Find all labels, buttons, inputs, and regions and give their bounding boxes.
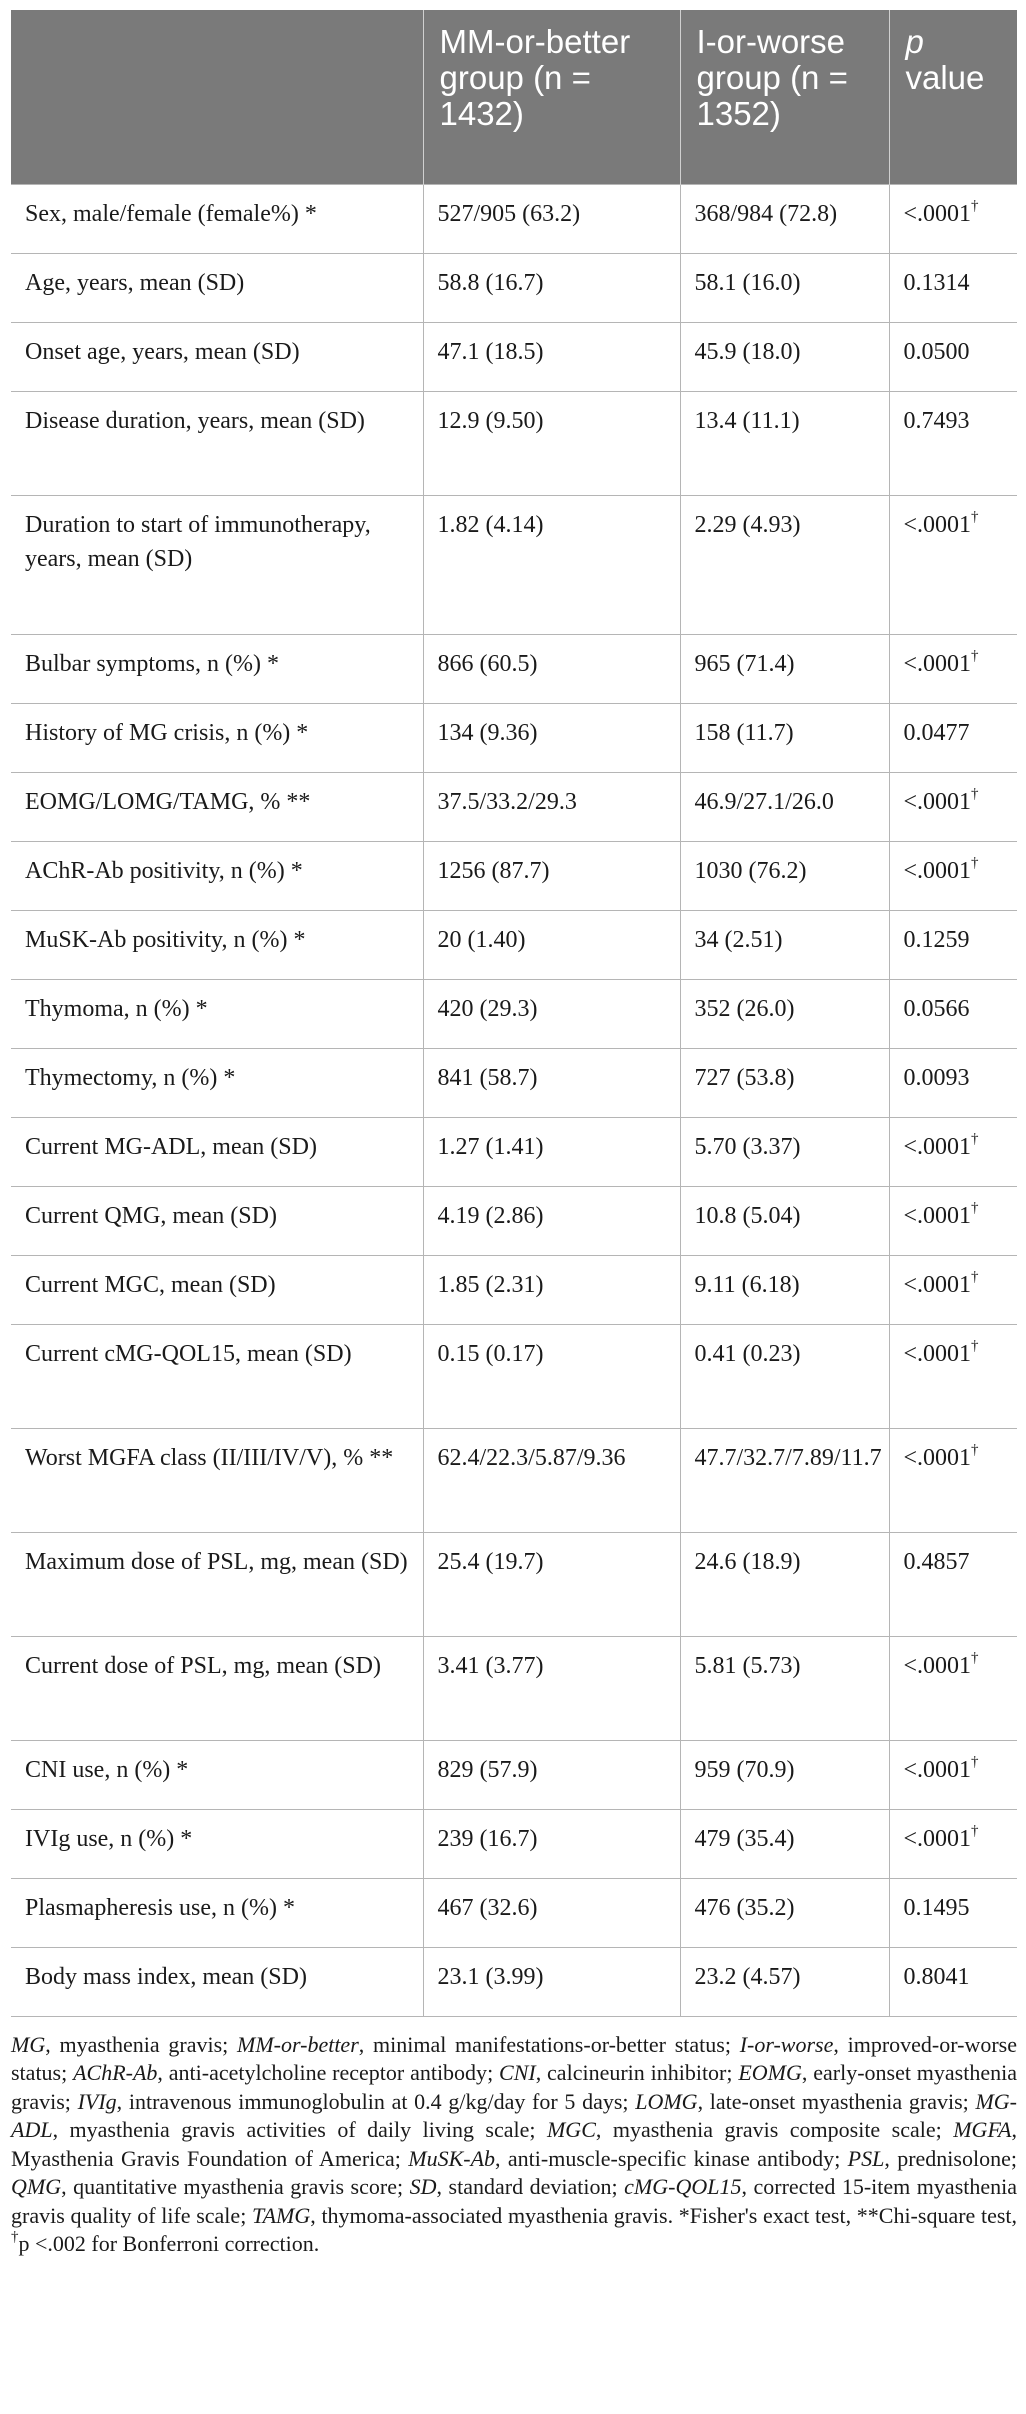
p-value — [889, 1428, 1017, 1532]
p-value — [889, 1809, 1017, 1878]
p-value-text: 0.0093 — [903, 1064, 970, 1091]
p-value-text: 0.0500 — [903, 338, 970, 365]
table-row — [11, 1255, 1017, 1324]
p-value-text: 0.1259 — [903, 926, 970, 953]
p-value — [889, 1186, 1017, 1255]
abbreviation-term: MM-or-better — [237, 2031, 359, 2057]
table-body — [11, 184, 1017, 2016]
row-label: MuSK-Ab positivity, n (%) * — [11, 910, 423, 979]
i-or-worse-value: 158 (11.7) — [680, 703, 889, 772]
table-row — [11, 772, 1017, 841]
p-value-text: 0.1495 — [903, 1894, 970, 1921]
abbreviation-term: CNI — [499, 2060, 536, 2085]
row-label: Current dose of PSL, mg, mean (SD) — [11, 1636, 423, 1740]
table-row — [11, 1048, 1017, 1117]
p-value-text: <.0001 — [903, 1825, 972, 1852]
p-value-text: <.0001 — [903, 1756, 972, 1783]
abbreviation-term: I-or-worse — [739, 2031, 834, 2057]
table-footnote: MG, myasthenia gravis; MM-or-better, minimal manifestations-or-better status; I-or-worse, improved-or-worse status; AChR-Ab, anti-acetylcholine receptor antibody; CNI, calcineurin inhibitor; EOMG, early-onset myasthenia gravis; IVIg, intravenous immunoglobulin at 0.4 g/kg/day for 5 days; LOMG, late-onset myasthenia gravis; MG-ADL, myasthenia gravis activities of daily living scale; MGC, myasthenia gravis composite scale; MGFA, Myasthenia Gravis Foundation of America; MuSK-Ab, anti-muscle-specific kinase antibody; PSL, prednisolone; QMG, quantitative myasthenia gravis score; SD, standard deviation; cMG-QOL15, corrected 15-item myasthenia gravis quality of life scale; TAMG, thymoma-associated myasthenia gravis. *Fisher's exact test, **Chi-square test, †p <.002 for Bonferroni correction. — [11, 2031, 1018, 2256]
mm-or-better-value: 841 (58.7) — [423, 1048, 680, 1117]
abbreviation-term: MuSK-Ab — [408, 2145, 496, 2171]
row-label: EOMG/LOMG/TAMG, % ** — [11, 772, 423, 841]
p-value-text: <.0001 — [903, 1340, 972, 1367]
i-or-worse-value: 965 (71.4) — [680, 634, 889, 703]
mm-or-better-value: 1256 (87.7) — [423, 841, 680, 910]
bonferroni-dagger-mark: † — [971, 1199, 979, 1216]
row-label: Bulbar symptoms, n (%) * — [11, 634, 423, 703]
row-label: Thymoma, n (%) * — [11, 979, 423, 1048]
bonferroni-dagger-mark: † — [971, 854, 979, 871]
p-value-text: 0.0477 — [903, 719, 970, 746]
header-p-rest: value — [905, 59, 985, 96]
mm-or-better-value: 23.1 (3.99) — [423, 1947, 680, 2016]
p-value-text: 0.1314 — [903, 269, 970, 296]
bonferroni-dagger-mark: † — [971, 508, 979, 525]
p-value — [889, 979, 1017, 1048]
p-value — [889, 841, 1017, 910]
p-value — [889, 1324, 1017, 1428]
abbreviation-definition: anti-muscle-specific kinase antibody — [507, 2145, 835, 2171]
mm-or-better-value: 420 (29.3) — [423, 979, 680, 1048]
table-row — [11, 1947, 1017, 2016]
mm-or-better-value: 1.85 (2.31) — [423, 1255, 680, 1324]
table-row — [11, 1428, 1017, 1532]
table-row — [11, 1809, 1017, 1878]
abbreviation-definition: corrected 15-item myasthenia gravis quality of life scale — [11, 2174, 1018, 2228]
table-row — [11, 1324, 1017, 1428]
i-or-worse-value: 352 (26.0) — [680, 979, 889, 1048]
abbreviation-definition: improved-or-worse status — [11, 2031, 1017, 2085]
bonferroni-dagger-mark: † — [971, 1337, 979, 1354]
p-value — [889, 1636, 1017, 1740]
table-row — [11, 322, 1017, 391]
p-value-text: <.0001 — [903, 650, 972, 677]
p-value — [889, 184, 1017, 253]
mm-or-better-value: 37.5/33.2/29.3 — [423, 772, 680, 841]
p-value-text: 0.8041 — [903, 1963, 970, 1990]
mm-or-better-value: 4.19 (2.86) — [423, 1186, 680, 1255]
table-row — [11, 253, 1017, 322]
p-value — [889, 634, 1017, 703]
header-label-column — [11, 10, 423, 184]
abbreviation-term: MGC — [546, 2117, 596, 2142]
mm-or-better-value: 829 (57.9) — [423, 1740, 680, 1809]
mm-or-better-value: 866 (60.5) — [423, 634, 680, 703]
p-value — [889, 1255, 1017, 1324]
p-value-text: <.0001 — [903, 1133, 972, 1160]
table-row — [11, 703, 1017, 772]
p-value — [889, 495, 1017, 634]
header-p-italic: p — [905, 23, 924, 60]
p-value — [889, 910, 1017, 979]
p-value — [889, 703, 1017, 772]
mm-or-better-value: 58.8 (16.7) — [423, 253, 680, 322]
abbreviation-definition: anti-acetylcholine receptor antibody — [168, 2060, 488, 2085]
row-label: Body mass index, mean (SD) — [11, 1947, 423, 2016]
table-row — [11, 979, 1017, 1048]
row-label: Disease duration, years, mean (SD) — [11, 391, 423, 495]
bonferroni-dagger-mark: † — [971, 197, 979, 214]
abbreviation-term: SD — [409, 2174, 437, 2199]
p-value-text: <.0001 — [903, 1271, 972, 1298]
p-value-text: <.0001 — [903, 200, 972, 227]
characteristics-table — [11, 10, 1017, 2017]
row-label: Worst MGFA class (II/III/IV/V), % ** — [11, 1428, 423, 1532]
abbreviation-definition: prednisolone — [897, 2145, 1011, 2171]
abbreviation-term: MG-ADL — [11, 2088, 1017, 2142]
abbreviation-term: QMG — [11, 2174, 62, 2199]
i-or-worse-value: 13.4 (11.1) — [680, 391, 889, 495]
i-or-worse-value: 47.7/32.7/7.89/11.7 — [680, 1428, 889, 1532]
abbreviation-term: PSL — [847, 2145, 885, 2171]
abbreviation-definition: early-onset myasthenia gravis — [11, 2060, 1017, 2114]
row-label: History of MG crisis, n (%) * — [11, 703, 423, 772]
abbreviation-definition: Myasthenia Gravis Foundation of America — [11, 2145, 395, 2171]
i-or-worse-value: 46.9/27.1/26.0 — [680, 772, 889, 841]
i-or-worse-value: 368/984 (72.8) — [680, 184, 889, 253]
table-row — [11, 841, 1017, 910]
row-label: CNI use, n (%) * — [11, 1740, 423, 1809]
row-label: Onset age, years, mean (SD) — [11, 322, 423, 391]
p-value — [889, 1117, 1017, 1186]
bonferroni-note: p <.002 for Bonferroni correction. — [18, 2231, 320, 2256]
abbreviation-definition: myasthenia gravis activities of daily living scale — [69, 2117, 530, 2142]
bonferroni-dagger-mark: † — [971, 1753, 979, 1770]
p-value-text: <.0001 — [903, 1652, 972, 1679]
row-label: Current QMG, mean (SD) — [11, 1186, 423, 1255]
abbreviation-definition: myasthenia gravis — [59, 2031, 223, 2057]
p-value — [889, 1048, 1017, 1117]
abbreviation-term: cMG-QOL15 — [624, 2174, 742, 2199]
p-value — [889, 1947, 1017, 2016]
dagger-mark: † — [11, 2228, 19, 2245]
i-or-worse-value: 10.8 (5.04) — [680, 1186, 889, 1255]
row-label: Current MG-ADL, mean (SD) — [11, 1117, 423, 1186]
row-label: AChR-Ab positivity, n (%) * — [11, 841, 423, 910]
mm-or-better-value: 62.4/22.3/5.87/9.36 — [423, 1428, 680, 1532]
abbreviation-term: AChR-Ab — [73, 2060, 158, 2085]
bonferroni-dagger-mark: † — [971, 1130, 979, 1147]
row-label: Thymectomy, n (%) * — [11, 1048, 423, 1117]
row-label: Current cMG-QOL15, mean (SD) — [11, 1324, 423, 1428]
mm-or-better-value: 0.15 (0.17) — [423, 1324, 680, 1428]
bonferroni-dagger-mark: † — [971, 785, 979, 802]
p-value-text: 0.7493 — [903, 407, 970, 434]
i-or-worse-value: 34 (2.51) — [680, 910, 889, 979]
table-header — [11, 10, 1017, 184]
row-label: Duration to start of immunotherapy, years, mean (SD) — [11, 495, 423, 634]
i-or-worse-value: 479 (35.4) — [680, 1809, 889, 1878]
row-label: Sex, male/female (female%) * — [11, 184, 423, 253]
p-value-text: <.0001 — [903, 1202, 972, 1229]
mm-or-better-value: 25.4 (19.7) — [423, 1532, 680, 1636]
i-or-worse-value: 5.81 (5.73) — [680, 1636, 889, 1740]
row-label: Current MGC, mean (SD) — [11, 1255, 423, 1324]
abbreviation-term: MG — [11, 2031, 46, 2057]
p-value — [889, 1878, 1017, 1947]
header-p-value — [889, 10, 1017, 184]
p-value-text: <.0001 — [903, 1444, 972, 1471]
table-row — [11, 1740, 1017, 1809]
mm-or-better-value: 1.27 (1.41) — [423, 1117, 680, 1186]
mm-or-better-value: 20 (1.40) — [423, 910, 680, 979]
table-row — [11, 391, 1017, 495]
row-label: Age, years, mean (SD) — [11, 253, 423, 322]
table-row — [11, 184, 1017, 253]
i-or-worse-value: 24.6 (18.9) — [680, 1532, 889, 1636]
bonferroni-dagger-mark: † — [971, 1822, 979, 1839]
p-value-text: <.0001 — [903, 788, 972, 815]
abbreviation-term: IVIg — [77, 2088, 117, 2114]
header-mm-or-better: MM-or-better group (n = 1432) — [423, 10, 680, 184]
mm-or-better-value: 47.1 (18.5) — [423, 322, 680, 391]
row-label: Plasmapheresis use, n (%) * — [11, 1878, 423, 1947]
i-or-worse-value: 45.9 (18.0) — [680, 322, 889, 391]
p-value — [889, 1740, 1017, 1809]
bonferroni-dagger-mark: † — [971, 1268, 979, 1285]
p-value — [889, 322, 1017, 391]
table-row — [11, 1636, 1017, 1740]
i-or-worse-value: 9.11 (6.18) — [680, 1255, 889, 1324]
p-value-text: 0.0566 — [903, 995, 970, 1022]
abbreviation-definition: minimal manifestations-or-better status — [373, 2031, 725, 2057]
i-or-worse-value: 0.41 (0.23) — [680, 1324, 889, 1428]
i-or-worse-value: 5.70 (3.37) — [680, 1117, 889, 1186]
table-row — [11, 1878, 1017, 1947]
abbreviation-term: MGFA — [953, 2117, 1012, 2142]
p-value-text: <.0001 — [903, 511, 972, 538]
i-or-worse-value: 23.2 (4.57) — [680, 1947, 889, 2016]
abbreviation-definition: late-onset myasthenia gravis — [709, 2088, 963, 2114]
i-or-worse-value: 959 (70.9) — [680, 1740, 889, 1809]
i-or-worse-value: 476 (35.2) — [680, 1878, 889, 1947]
table-row — [11, 1117, 1017, 1186]
i-or-worse-value: 1030 (76.2) — [680, 841, 889, 910]
mm-or-better-value: 3.41 (3.77) — [423, 1636, 680, 1740]
abbreviation-term: LOMG — [635, 2088, 698, 2114]
table-row — [11, 910, 1017, 979]
i-or-worse-value: 727 (53.8) — [680, 1048, 889, 1117]
bonferroni-dagger-mark: † — [971, 1441, 979, 1458]
abbreviation-definition: myasthenia gravis composite scale — [612, 2117, 936, 2142]
abbreviation-definition: quantitative myasthenia gravis score — [73, 2174, 397, 2199]
table-row — [11, 1532, 1017, 1636]
mm-or-better-value: 12.9 (9.50) — [423, 391, 680, 495]
p-value — [889, 253, 1017, 322]
mm-or-better-value: 239 (16.7) — [423, 1809, 680, 1878]
p-value — [889, 1532, 1017, 1636]
mm-or-better-value: 467 (32.6) — [423, 1878, 680, 1947]
p-value — [889, 391, 1017, 495]
row-label: IVIg use, n (%) * — [11, 1809, 423, 1878]
mm-or-better-value: 527/905 (63.2) — [423, 184, 680, 253]
abbreviation-definition: thymoma-associated myasthenia gravis — [321, 2202, 668, 2228]
table-row — [11, 495, 1017, 634]
i-or-worse-value: 58.1 (16.0) — [680, 253, 889, 322]
abbreviation-term: TAMG — [251, 2202, 311, 2228]
row-label: Maximum dose of PSL, mg, mean (SD) — [11, 1532, 423, 1636]
bonferroni-dagger-mark: † — [971, 647, 979, 664]
header-i-or-worse: I-or-worse group (n = 1352) — [680, 10, 889, 184]
mm-or-better-value: 1.82 (4.14) — [423, 495, 680, 634]
table-row — [11, 1186, 1017, 1255]
i-or-worse-value: 2.29 (4.93) — [680, 495, 889, 634]
mm-or-better-value: 134 (9.36) — [423, 703, 680, 772]
p-value-text: <.0001 — [903, 857, 972, 884]
abbreviation-definition: standard deviation — [448, 2174, 612, 2199]
abbreviation-definition: calcineurin inhibitor — [547, 2060, 727, 2085]
table-row — [11, 634, 1017, 703]
statistical-tests-note: *Fisher's exact test, **Chi-square test, — [678, 2202, 1018, 2228]
abbreviation-term: EOMG — [738, 2060, 802, 2085]
table-container — [11, 10, 1017, 2259]
p-value-text: 0.4857 — [903, 1548, 970, 1575]
abbreviation-definition: intravenous immunoglobulin at 0.4 g/kg/day for 5 days — [128, 2088, 623, 2114]
bonferroni-dagger-mark: † — [971, 1649, 979, 1666]
p-value — [889, 772, 1017, 841]
